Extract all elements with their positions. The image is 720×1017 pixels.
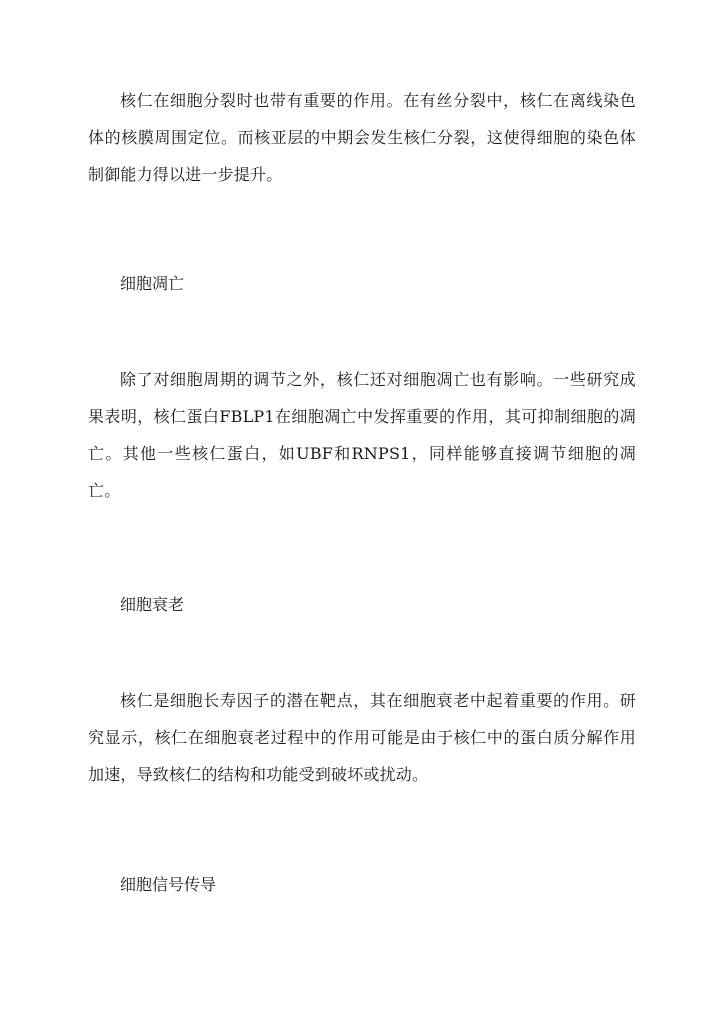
section-heading-apoptosis: 细胞凋亡 (120, 274, 185, 293)
paragraph-nucleolus-division: 核仁在细胞分裂时也带有重要的作用。在有丝分裂中，核仁在离线染色体的核膜周围定位。而核亚层的中期会发生核仁分裂，这使得细胞的染色体制御能力得以进一步提升。 (88, 91, 636, 184)
paragraph-senescence: 核仁是细胞长寿因子的潜在靶点，其在细胞衰老中起着重要的作用。研究显示，核仁在细胞衰老过程中的作用可能是由于核仁中的蛋白质分解作用加速，导致核仁的结构和功能受到破坏或扰动。 (88, 691, 636, 784)
paragraph-apoptosis: 除了对细胞周期的调节之外，核仁还对细胞凋亡也有影响。一些研究成果表明，核仁蛋白FBLP1在细胞凋亡中发挥重要的作用，其可抑制细胞的凋亡。其他一些核仁蛋白，如UBF和RNPS1，同样能够直接调节细胞的凋亡。 (88, 370, 636, 500)
section-heading-senescence: 细胞衰老 (120, 595, 185, 614)
section-heading-signaling: 细胞信号传导 (120, 875, 217, 894)
